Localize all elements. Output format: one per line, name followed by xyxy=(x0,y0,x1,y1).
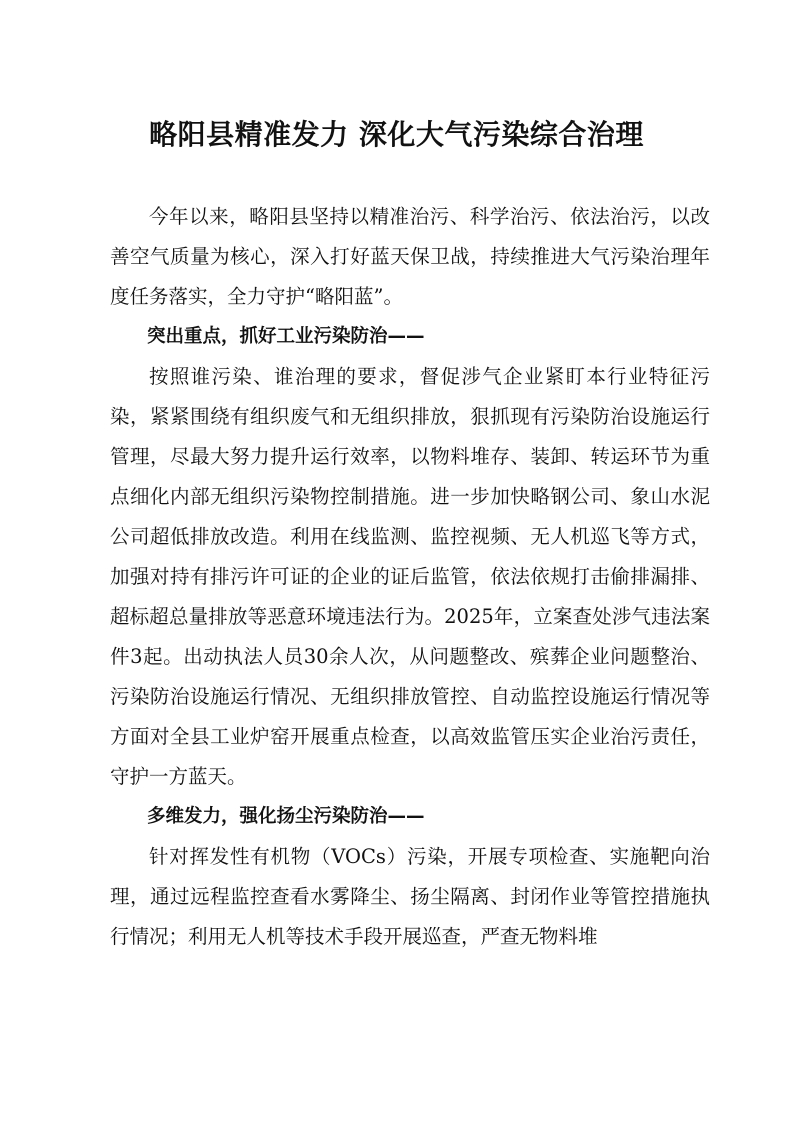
section-heading-dust: 多维发力，强化扬尘污染防治—— xyxy=(147,806,425,827)
document-title: 略阳县精准发力 深化大气污染综合治理 xyxy=(149,118,644,151)
intro-paragraph: 今年以来，略阳县坚持以精准治污、科学治污、依法治污，以改善空气质量为核心，深入打好蓝天保卫战，持续推进大气污染治理年度任务落实，全力守护“略阳蓝”。 xyxy=(110,205,710,308)
section-heading-industrial: 突出重点，抓好工业污染防治—— xyxy=(147,326,425,347)
dust-paragraph: 针对挥发性有机物（VOCs）污染，开展专项检查、实施靶向治理，通过远程监控查看水雾降尘、扬尘隔离、封闭作业等管控措施执行情况；利用无人机等技术手段开展巡查，严查无物料堆 xyxy=(110,845,710,948)
industrial-paragraph: 按照谁污染、谁治理的要求，督促涉气企业紧盯本行业特征污染，紧紧围绕有组织废气和无组织排放，狠抓现有污染防治设施运行管理，尽最大努力提升运行效率，以物料堆存、装卸、转运环节为重点细化内部无组织污染物控制措施。进一步加快略钢公司、象山水泥公司超低排放改造。利用在线监测、监控视频、无人机巡飞等方式，加强对持有排污许可证的企业的证后监管，依法依规打击偷排漏排、超标超总量排放等恶意环境违法行为。2025年，立案查处涉气违法案件3起。出动执法人员30余人次，从问题整改、殡葬企业问题整治、污染防治设施运行情况、无组织排放管控、自动监控设施运行情况等方面对全县工业炉窑开展重点检查，以高效监管压实企业治污责任，守护一方蓝天。 xyxy=(110,365,710,788)
document-body xyxy=(110,197,710,957)
